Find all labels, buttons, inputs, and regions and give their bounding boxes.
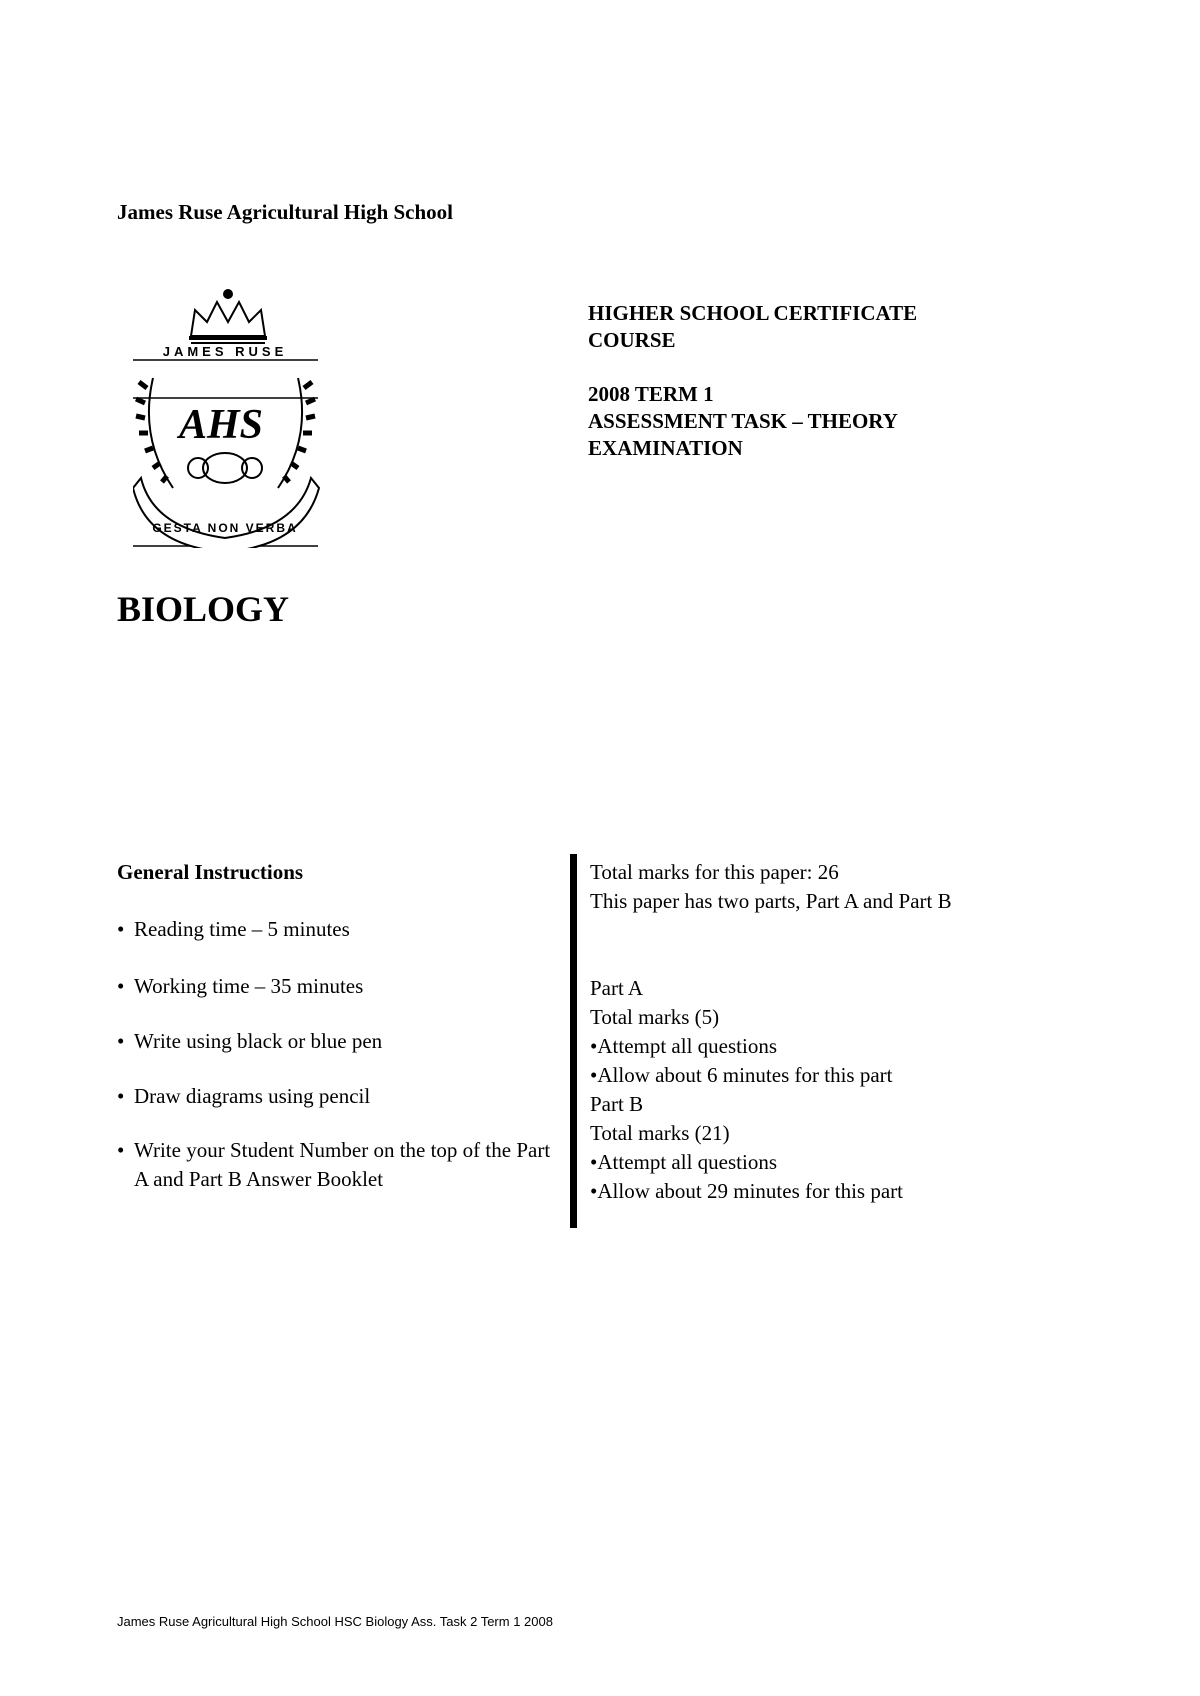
course-line-2: COURSE: [588, 328, 676, 352]
instruction-item: • Reading time – 5 minutes: [117, 915, 557, 944]
instruction-item: • Working time – 35 minutes: [117, 972, 557, 1001]
part-b-attempt: • Attempt all questions: [590, 1148, 1050, 1177]
part-a-total: Total marks (5): [590, 1005, 720, 1029]
parts-note: This paper has two parts, Part A and Part B: [590, 889, 952, 913]
part-b-title: Part B: [590, 1092, 644, 1116]
part-b-total: Total marks (21): [590, 1121, 730, 1145]
general-instructions: [117, 858, 557, 1222]
course-line-5: EXAMINATION: [588, 436, 743, 460]
crest-motto-top: JAMES RUSE: [162, 344, 288, 359]
page-footer: James Ruse Agricultural High School HSC Biology Ass. Task 2 Term 1 2008: [117, 1614, 553, 1629]
school-name: James Ruse Agricultural High School: [117, 200, 454, 224]
marks-summary: [590, 858, 1050, 1206]
subject-title: BIOLOGY: [117, 589, 290, 629]
instruction-item: • Write your Student Number on the top of the Part A and Part B Answer Booklet: [117, 1136, 557, 1194]
part-a-attempt: • Attempt all questions: [590, 1032, 1050, 1061]
crest-motto-bottom: GESTA NON VERBA: [152, 521, 298, 535]
instructions-list: [117, 915, 557, 1194]
school-crest-logo: [133, 288, 323, 548]
crest-monogram: AHS: [178, 402, 264, 448]
instructions-heading: General Instructions: [117, 860, 304, 884]
part-a-title: Part A: [590, 976, 644, 1000]
total-marks: Total marks for this paper: 26: [590, 860, 839, 884]
course-line-4: ASSESSMENT TASK – THEORY: [588, 409, 898, 433]
part-b-allow: • Allow about 29 minutes for this part: [590, 1177, 1050, 1206]
instruction-item: • Write using black or blue pen: [117, 1027, 557, 1056]
crown-icon: [191, 302, 265, 336]
course-line-3: 2008 TERM 1: [588, 382, 714, 406]
instruction-item: • Draw diagrams using pencil: [117, 1082, 557, 1111]
course-line-1: HIGHER SCHOOL CERTIFICATE: [588, 301, 918, 325]
part-a-allow: • Allow about 6 minutes for this part: [590, 1061, 1050, 1090]
course-title-block: [588, 300, 1008, 462]
vertical-divider: [570, 854, 577, 1228]
